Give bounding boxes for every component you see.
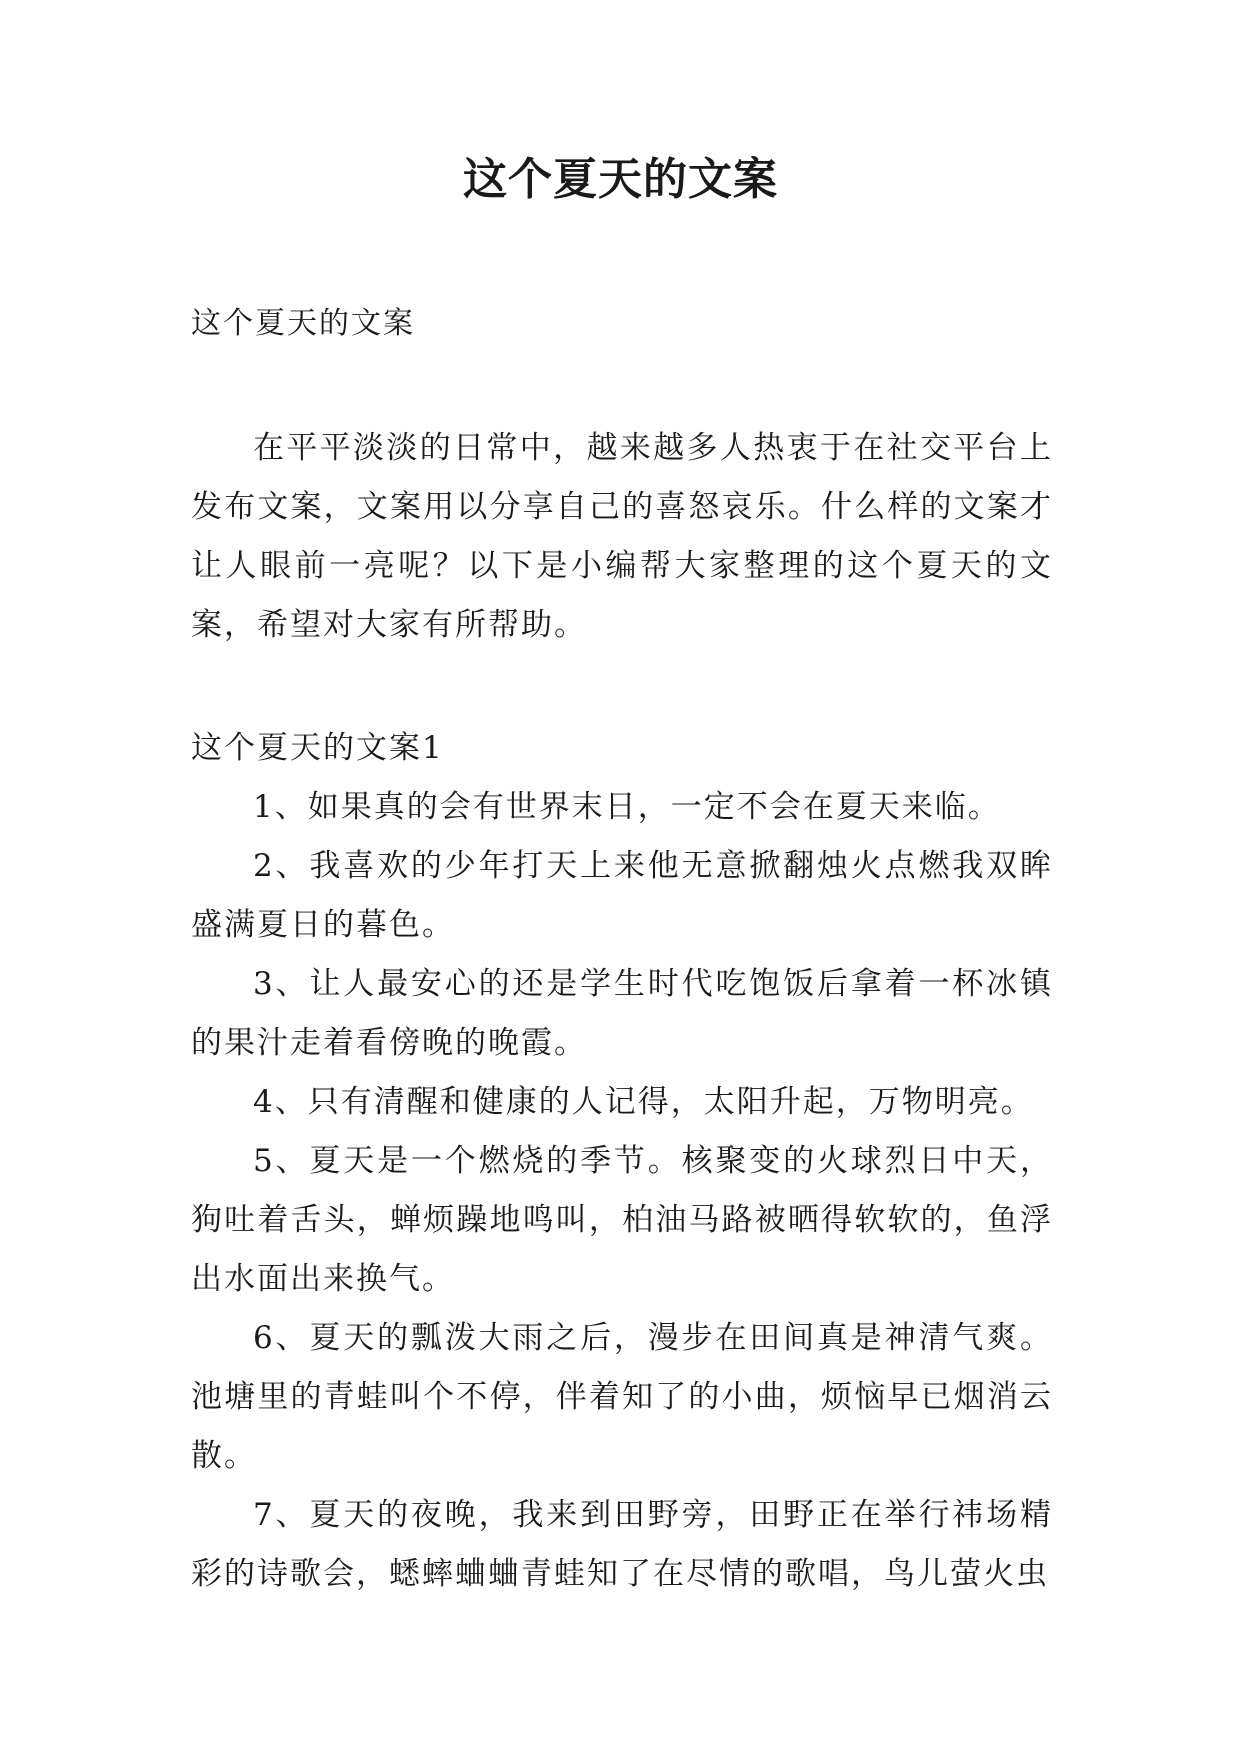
- page-title: 这个夏天的文案: [463, 154, 778, 205]
- section-heading: 这个夏天的文案1: [191, 730, 444, 766]
- list-item: 4、只有清醒和健康的人记得，太阳升起，万物明亮。: [253, 1084, 1034, 1120]
- list-item: 1、如果真的会有世界末日，一定不会在夏天来临。: [253, 789, 1001, 825]
- list-item: 7、夏天的夜晚，我来到田野旁，田野正在举行祎场精彩的诗歌会，蟋蟀蛐蛐青蛙知了在尽情的歌唱，鸟儿萤火虫: [191, 1497, 1053, 1592]
- list-item: 5、夏天是一个燃烧的季节。核聚变的火球烈日中天，狗吐着舌头，蝉烦躁地鸣叫，柏油马路被晒得软软的，鱼浮出水面出来换气。: [191, 1143, 1053, 1297]
- list-item: 3、让人最安心的还是学生时代吃饱饭后拿着一杯冰镇的果汁走着看傍晚的晚霞。: [191, 966, 1053, 1061]
- list-item: 2、我喜欢的少年打天上来他无意掀翻烛火点燃我双眸盛满夏日的暮色。: [191, 848, 1053, 943]
- list-item: 6、夏天的瓢泼大雨之后，漫步在田间真是神清气爽。池塘里的青蛙叫个不停，伴着知了的小曲，烦恼早已烟消云散。: [191, 1320, 1053, 1474]
- document-body: [191, 294, 1053, 1604]
- intro-paragraph: 在平平淡淡的日常中，越来越多人热衷于在社交平台上发布文案，文案用以分享自己的喜怒哀乐。什么样的文案才让人眼前一亮呢？以下是小编帮大家整理的这个夏天的文案，希望对大家有所帮助。: [191, 430, 1053, 643]
- document-subtitle: 这个夏天的文案: [191, 306, 415, 341]
